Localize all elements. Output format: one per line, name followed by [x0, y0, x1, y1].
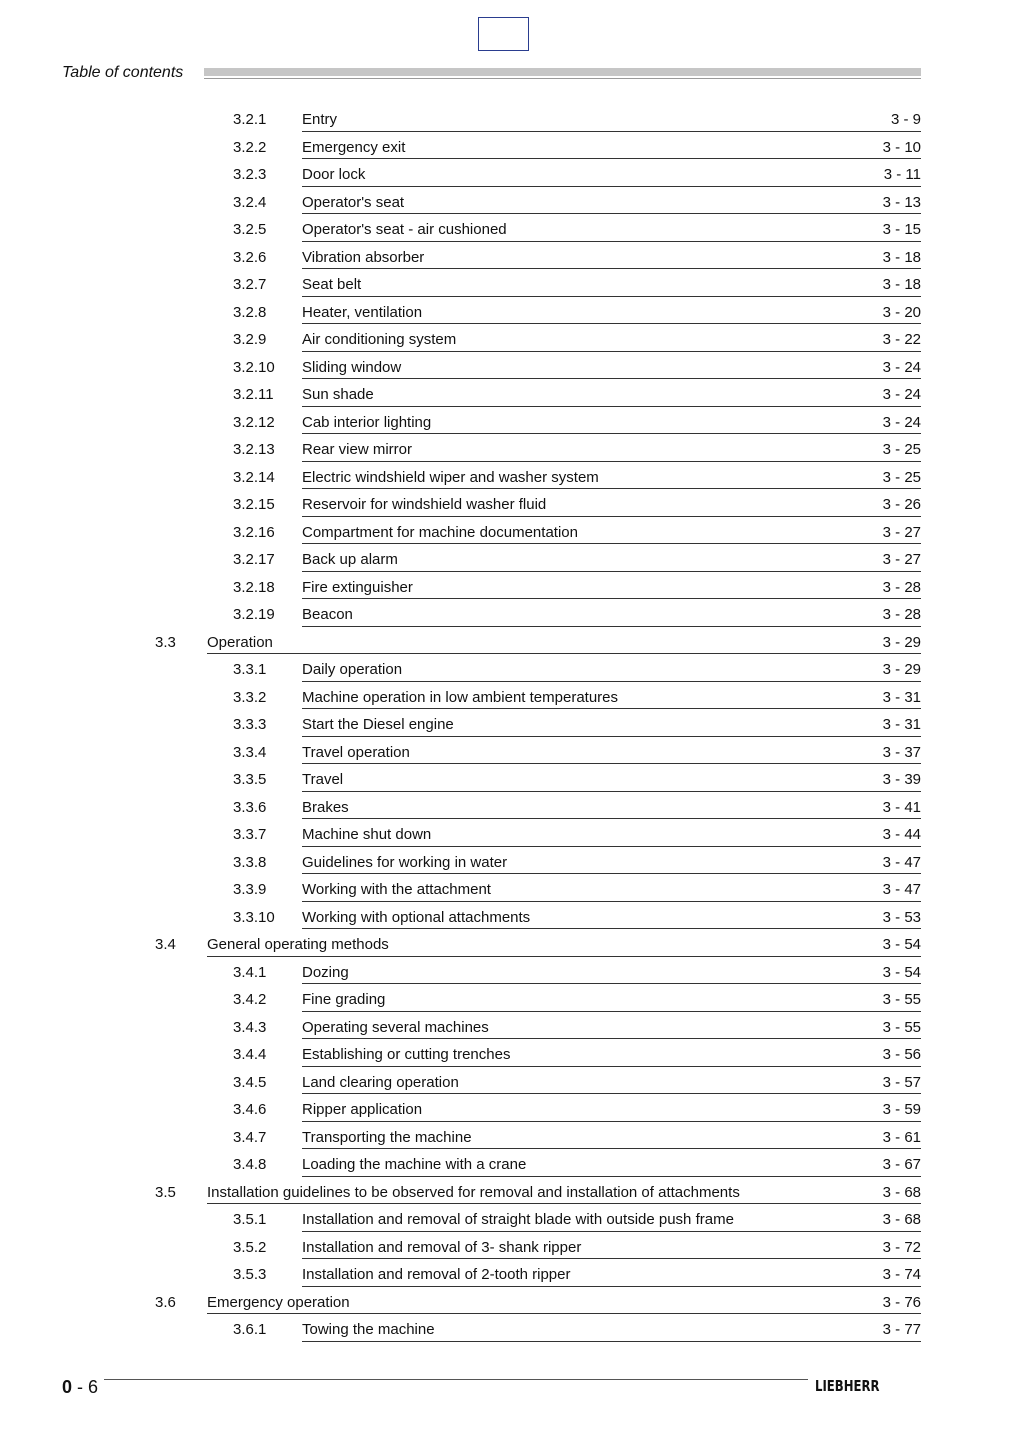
toc-entry-number: 3.2.8	[233, 303, 267, 321]
toc-entry-number: 3.2.3	[233, 166, 267, 183]
toc-entry-title: Working with optional attachments	[302, 908, 531, 926]
toc-subsection-row[interactable]	[0, 1094, 1024, 1122]
toc-subsection-row[interactable]	[0, 187, 1024, 215]
table-of-contents	[0, 104, 1024, 1342]
toc-entry-title: Daily operation	[302, 661, 403, 678]
toc-subsection-row[interactable]	[0, 709, 1024, 737]
toc-entry-number: 3.4.7	[233, 1128, 267, 1146]
toc-entry-page: 3 - 68	[882, 1211, 921, 1228]
toc-entry-title: Machine shut down	[302, 826, 432, 843]
toc-entry-title: Fire extinguisher	[302, 578, 413, 596]
toc-subsection-row[interactable]	[0, 1204, 1024, 1232]
toc-entry-number: 3.3.7	[233, 826, 267, 843]
toc-entry-title: Operator's seat - air cushioned	[302, 221, 507, 238]
toc-entry-number: 3.3.8	[233, 853, 267, 871]
toc-entry-title: Installation guidelines to be observed for removal and installation of attachments	[207, 1183, 740, 1201]
toc-entry-number: 3.2.12	[233, 413, 275, 431]
toc-entry-page: 3 - 53	[882, 908, 921, 926]
toc-entry-title: Compartment for machine documentation	[302, 523, 578, 541]
toc-entry-number: 3.5.1	[233, 1211, 267, 1228]
toc-entry-title: Reservoir for windshield washer fluid	[302, 496, 547, 513]
toc-entry-number: 3.2.9	[233, 331, 267, 348]
toc-subsection-row[interactable]	[0, 1039, 1024, 1067]
toc-entry-number: 3.5.3	[233, 1266, 267, 1283]
toc-entry-page: 3 - 29	[882, 633, 921, 651]
toc-entry-page: 3 - 28	[882, 606, 921, 623]
toc-entry-title: Towing the machine	[302, 1321, 435, 1338]
toc-entry-number: 3.3.2	[233, 688, 267, 706]
toc-entry-number: 3.6	[155, 1293, 176, 1311]
toc-entry-page: 3 - 67	[882, 1156, 921, 1173]
toc-entry-page: 3 - 18	[882, 276, 921, 293]
toc-subsection-row[interactable]	[0, 489, 1024, 517]
toc-entry-number: 3.3.4	[233, 743, 267, 761]
toc-entry-title: Entry	[302, 111, 338, 128]
liebherr-logo: LIEBHERR	[815, 1377, 880, 1395]
toc-entry-page: 3 - 61	[882, 1128, 921, 1146]
toc-entry-title: Rear view mirror	[302, 441, 413, 458]
toc-subsection-row[interactable]	[0, 242, 1024, 270]
toc-subsection-row[interactable]	[0, 269, 1024, 297]
toc-subsection-row[interactable]	[0, 572, 1024, 600]
toc-entry-title: Brakes	[302, 798, 349, 816]
toc-subsection-row[interactable]	[0, 1122, 1024, 1150]
toc-entry-title: Emergency operation	[207, 1293, 350, 1311]
toc-entry-title: Operator's seat	[302, 193, 405, 211]
toc-entry-page: 3 - 24	[882, 386, 921, 403]
toc-entry-page: 3 - 24	[882, 413, 921, 431]
toc-entry-number: 3.2.18	[233, 578, 275, 596]
toc-subsection-row[interactable]	[0, 379, 1024, 407]
toc-entry-title: Sliding window	[302, 358, 402, 376]
toc-section-row[interactable]	[0, 627, 1024, 655]
toc-entry-title: Land clearing operation	[302, 1073, 459, 1091]
toc-entry-number: 3.3.3	[233, 716, 267, 733]
toc-entry-number: 3.3.10	[233, 908, 275, 926]
toc-entry-title: Back up alarm	[302, 551, 398, 568]
toc-entry-page: 3 - 22	[882, 331, 921, 348]
toc-entry-page: 3 - 44	[882, 826, 921, 843]
toc-subsection-row[interactable]	[0, 957, 1024, 985]
toc-entry-page: 3 - 54	[882, 936, 921, 953]
toc-entry-title: Heater, ventilation	[302, 303, 423, 321]
toc-entry-page: 3 - 41	[882, 798, 921, 816]
toc-entry-number: 3.2.2	[233, 138, 267, 156]
toc-entry-title: Beacon	[302, 606, 353, 623]
toc-entry-page: 3 - 72	[882, 1238, 921, 1256]
toc-subsection-row[interactable]	[0, 654, 1024, 682]
toc-entry-page: 3 - 10	[882, 138, 921, 156]
page-marker-box	[478, 17, 529, 51]
toc-entry-page: 3 - 28	[882, 578, 921, 596]
toc-entry-page: 3 - 18	[882, 248, 921, 266]
toc-entry-number: 3.2.1	[233, 111, 267, 128]
toc-subsection-row[interactable]	[0, 599, 1024, 627]
toc-entry-number: 3.5	[155, 1183, 176, 1201]
toc-section-row[interactable]	[0, 1287, 1024, 1315]
toc-entry-number: 3.2.16	[233, 523, 275, 541]
toc-entry-number: 3.4.1	[233, 963, 267, 981]
toc-entry-number: 3.3	[155, 633, 176, 651]
toc-subsection-row[interactable]	[0, 819, 1024, 847]
toc-entry-number: 3.5.2	[233, 1238, 267, 1256]
toc-entry-number: 3.4	[155, 936, 176, 953]
toc-entry-page: 3 - 55	[882, 1018, 921, 1036]
toc-entry-page: 3 - 68	[882, 1183, 921, 1201]
toc-entry-title: Dozing	[302, 963, 349, 981]
toc-entry-page: 3 - 25	[882, 441, 921, 458]
toc-entry-page: 3 - 31	[882, 688, 921, 706]
toc-entry-number: 3.4.4	[233, 1046, 267, 1063]
toc-subsection-row[interactable]	[0, 682, 1024, 710]
toc-entry-page: 3 - 76	[882, 1293, 921, 1311]
toc-entry-page: 3 - 56	[882, 1046, 921, 1063]
header-rule-bar	[204, 68, 921, 76]
toc-entry-title: Establishing or cutting trenches	[302, 1046, 511, 1063]
toc-entry-number: 3.2.14	[233, 468, 275, 486]
toc-entry-title: Door lock	[302, 166, 366, 183]
toc-entry-page: 3 - 11	[883, 166, 921, 183]
toc-subsection-row[interactable]	[0, 159, 1024, 187]
toc-entry-title: Operation	[207, 633, 273, 651]
toc-subsection-row[interactable]	[0, 1012, 1024, 1040]
toc-entry-number: 3.4.5	[233, 1073, 267, 1091]
toc-entry-number: 3.2.6	[233, 248, 267, 266]
toc-subsection-row[interactable]	[0, 737, 1024, 765]
toc-section-row[interactable]	[0, 1177, 1024, 1205]
toc-subsection-row[interactable]	[0, 407, 1024, 435]
toc-subsection-row[interactable]	[0, 792, 1024, 820]
toc-entry-title: Installation and removal of straight blade with outside push frame	[302, 1211, 734, 1228]
toc-entry-title: Loading the machine with a crane	[302, 1156, 527, 1173]
toc-section-row[interactable]	[0, 929, 1024, 957]
toc-entry-title: Machine operation in low ambient temperatures	[302, 688, 619, 706]
toc-entry-number: 3.3.9	[233, 881, 267, 898]
toc-entry-page: 3 - 47	[882, 881, 921, 898]
toc-entry-title: Sun shade	[302, 386, 374, 403]
toc-entry-page: 3 - 20	[882, 303, 921, 321]
footer-chapter: 0	[62, 1377, 73, 1397]
toc-subsection-row[interactable]	[0, 1232, 1024, 1260]
toc-entry-title: Travel operation	[302, 743, 410, 761]
toc-entry-title: Operating several machines	[302, 1018, 489, 1036]
toc-entry-page: 3 - 47	[882, 853, 921, 871]
toc-entry-page: 3 - 29	[882, 661, 921, 678]
toc-entry-title: Travel	[302, 771, 344, 788]
toc-subsection-row[interactable]	[0, 1067, 1024, 1095]
toc-entry-number: 3.3.6	[233, 798, 267, 816]
toc-entry-page: 3 - 15	[882, 221, 921, 238]
toc-entry-page: 3 - 55	[882, 991, 921, 1008]
toc-entry-page: 3 - 37	[882, 743, 921, 761]
toc-entry-number: 3.4.2	[233, 991, 267, 1008]
toc-entry-title: General operating methods	[207, 936, 389, 953]
toc-entry-number: 3.2.11	[233, 386, 274, 403]
footer-page: 6	[88, 1377, 99, 1397]
toc-entry-page: 3 - 77	[882, 1321, 921, 1338]
toc-entry-number: 3.6.1	[233, 1321, 267, 1338]
toc-entry-number: 3.2.5	[233, 221, 267, 238]
toc-subsection-row[interactable]	[0, 1149, 1024, 1177]
toc-subsection-row[interactable]	[0, 132, 1024, 160]
toc-entry-title: Emergency exit	[302, 138, 406, 156]
toc-subsection-row[interactable]	[0, 1259, 1024, 1287]
toc-entry-number: 3.3.5	[233, 771, 267, 788]
toc-entry-number: 3.2.7	[233, 276, 267, 293]
toc-entry-title: Transporting the machine	[302, 1128, 472, 1146]
toc-subsection-row[interactable]	[0, 434, 1024, 462]
toc-entry-number: 3.2.4	[233, 193, 267, 211]
toc-entry-page: 3 - 74	[882, 1266, 921, 1283]
toc-subsection-row[interactable]	[0, 847, 1024, 875]
toc-entry-page: 3 - 59	[882, 1101, 921, 1118]
toc-entry-page: 3 - 13	[882, 193, 921, 211]
toc-entry-number: 3.2.19	[233, 606, 275, 623]
toc-entry-title: Cab interior lighting	[302, 413, 432, 431]
toc-entry-page: 3 - 39	[882, 771, 921, 788]
toc-entry-number: 3.2.15	[233, 496, 275, 513]
toc-entry-number: 3.2.13	[233, 441, 275, 458]
toc-entry-page: 3 - 31	[882, 716, 921, 733]
toc-entry-page: 3 - 54	[882, 963, 921, 981]
toc-entry-title: Ripper application	[302, 1101, 423, 1118]
toc-subsection-row[interactable]	[0, 352, 1024, 380]
toc-entry-page: 3 - 9	[890, 111, 921, 128]
footer-rule	[104, 1379, 808, 1380]
toc-entry-title: Seat belt	[302, 276, 362, 293]
toc-entry-number: 3.2.17	[233, 551, 275, 568]
toc-entry-title: Guidelines for working in water	[302, 853, 508, 871]
toc-subsection-row[interactable]	[0, 462, 1024, 490]
toc-subsection-row[interactable]	[0, 324, 1024, 352]
footer-page-number	[62, 1377, 98, 1398]
footer-separator: -	[72, 1377, 89, 1397]
toc-entry-title: Air conditioning system	[302, 331, 457, 348]
toc-subsection-row[interactable]	[0, 874, 1024, 902]
toc-entry-page: 3 - 24	[882, 358, 921, 376]
toc-entry-rule	[302, 1341, 921, 1342]
page-header-title: Table of contents	[62, 64, 184, 81]
toc-subsection-row[interactable]	[0, 214, 1024, 242]
toc-entry-page: 3 - 25	[882, 468, 921, 486]
toc-entry-page: 3 - 26	[882, 496, 921, 513]
toc-subsection-row[interactable]	[0, 984, 1024, 1012]
toc-subsection-row[interactable]	[0, 297, 1024, 325]
toc-subsection-row[interactable]	[0, 104, 1024, 132]
toc-subsection-row[interactable]	[0, 544, 1024, 572]
toc-entry-page: 3 - 57	[882, 1073, 921, 1091]
toc-entry-title: Electric windshield wiper and washer system	[302, 468, 599, 486]
header-rule-line	[204, 78, 921, 79]
toc-subsection-row[interactable]	[0, 1314, 1024, 1342]
toc-entry-number: 3.4.8	[233, 1156, 267, 1173]
toc-subsection-row[interactable]	[0, 902, 1024, 930]
toc-entry-number: 3.3.1	[233, 661, 267, 678]
toc-entry-title: Installation and removal of 2-tooth ripper	[302, 1266, 571, 1283]
toc-entry-title: Installation and removal of 3- shank ripper	[302, 1238, 582, 1256]
toc-subsection-row[interactable]	[0, 517, 1024, 545]
toc-entry-title: Vibration absorber	[302, 248, 425, 266]
toc-entry-page: 3 - 27	[882, 523, 921, 541]
toc-entry-number: 3.4.6	[233, 1101, 267, 1118]
toc-entry-page: 3 - 27	[882, 551, 921, 568]
toc-entry-title: Fine grading	[302, 991, 386, 1008]
toc-entry-number: 3.4.3	[233, 1018, 267, 1036]
toc-entry-number: 3.2.10	[233, 358, 275, 376]
toc-entry-title: Working with the attachment	[302, 881, 491, 898]
toc-entry-title: Start the Diesel engine	[302, 716, 454, 733]
toc-subsection-row[interactable]	[0, 764, 1024, 792]
